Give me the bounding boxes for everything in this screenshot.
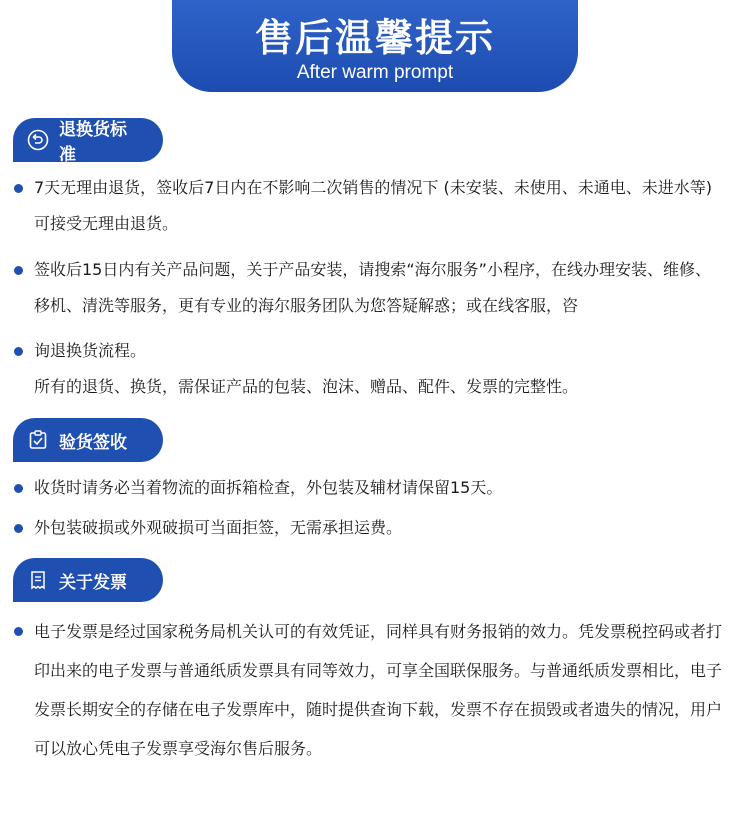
section-label: 退换货标准 <box>59 120 127 165</box>
list-item-text: 询退换货流程。 <box>34 341 147 360</box>
header-banner <box>172 0 578 92</box>
section-tag-return-standard <box>13 118 163 165</box>
bullet-dot <box>14 524 23 533</box>
bullet-dot <box>14 484 23 493</box>
list-item-text: 电子发票是经过国家税务局机关认可的有效凭证，同样具有财务报销的效力。凭发票税控码或者打印出来的电子发票与普通纸质发票具有同等效力，可享全国联保服务。与普通纸质发票相比，电子发票长期安全的存储在电子发票库中，随时提供查询下载，发票不存在损毁或者遗失的情况，用户可以放心凭电子发票享受海尔售后服务。 <box>34 622 723 758</box>
list-item <box>14 510 726 546</box>
bullet-dot <box>14 627 23 636</box>
return-icon <box>27 129 49 151</box>
bullet-dot <box>14 184 23 193</box>
page-title: 售后温馨提示 <box>254 16 495 60</box>
list-item <box>14 470 726 506</box>
section-tag-invoice <box>13 558 163 602</box>
checklist-icon <box>27 429 49 451</box>
list-item-text: 7天无理由退货，签收后7日内在不影响二次销售的情况下 (未安装、未使用、未通电、未进水等) 可接受无理由退货。 <box>34 178 712 233</box>
list-item-text: 签收后15日内有关产品问题，关于产品安装，请搜索“海尔服务”小程序，在线办理安装、维修、移机、清洗等服务，更有专业的海尔服务团队为您答疑解惑；或在线客服，咨 <box>34 260 711 315</box>
invoice-icon <box>27 569 49 591</box>
list-item <box>14 252 726 324</box>
list-item <box>14 170 726 242</box>
bullet-dot <box>14 347 23 356</box>
bullet-dot <box>14 266 23 275</box>
list-item-text: 外包装破损或外观破损可当面拒签，无需承担运费。 <box>34 518 403 537</box>
list-item <box>14 333 726 369</box>
list-item <box>14 612 726 768</box>
section-label: 验货签收 <box>59 432 127 453</box>
page-subtitle: After warm prompt <box>296 62 454 83</box>
section-note: 所有的退货、换货，需保证产品的包装、泡沫、赠品、配件、发票的完整性。 <box>34 377 579 396</box>
section-label: 关于发票 <box>59 572 127 593</box>
list-item-text: 收货时请务必当着物流的面拆箱检查，外包装及辅材请保留15天。 <box>34 478 503 497</box>
section-tag-inspection <box>13 418 163 462</box>
